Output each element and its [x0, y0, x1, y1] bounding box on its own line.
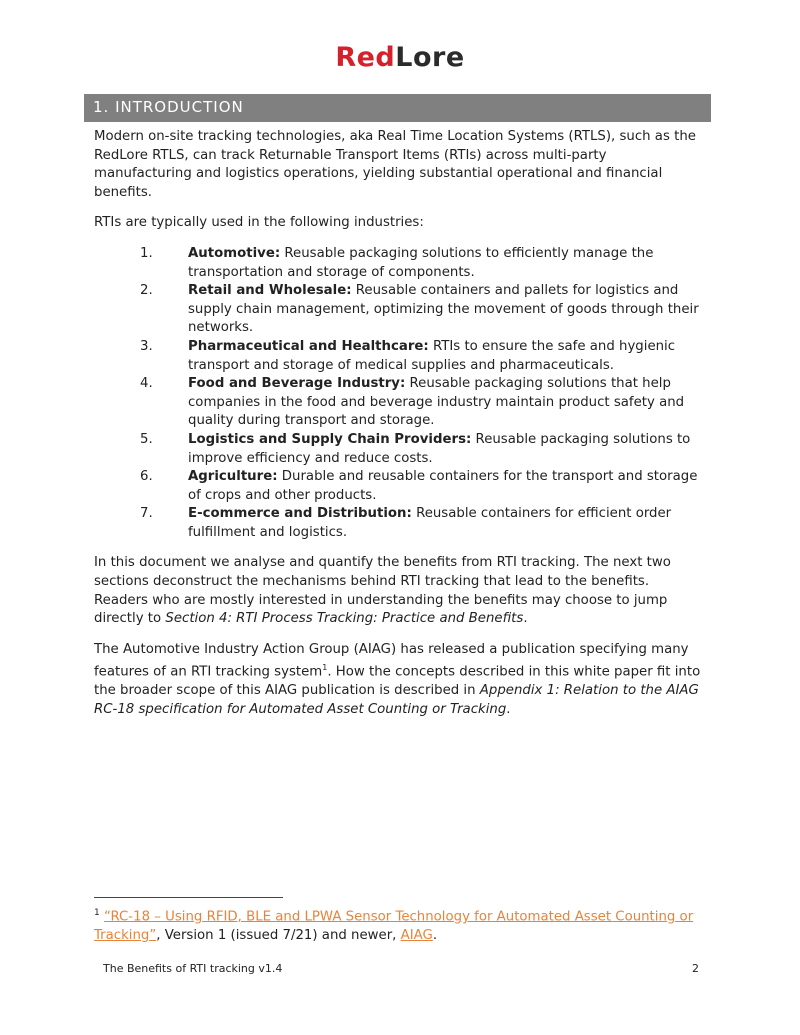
document-body: [94, 128, 704, 732]
industry-description: Reusable containers and pallets for logistics and supply chain management, optimizing the movement of goods through their networks.: [188, 283, 699, 336]
industry-item: [94, 431, 704, 468]
paragraph-aiag: The Automotive Industry Action Group (AIAG) has released a publication specifying many features of an RTI tracking system$^1$. How the concepts described in this white paper fit into the broader scope of this AIAG publication is described in Appendix 1: Relation to the AIAG RC-18 specification for Automated Asset Counting or Tracking.: [94, 641, 701, 718]
industry-title: Food and Beverage Industry:: [188, 376, 406, 392]
industry-title: Pharmaceutical and Healthcare:: [188, 338, 429, 354]
paragraph-rti-tracking: In this document we analyse and quantify the benefits from RTI tracking. The next two sections deconstruct the mechanisms behind RTI tracking that lead to the benefits. Readers who are mostly interested in understanding the benefits may choose to jump directly to Section 4: RTI Process Tracking: Practice and Benefits.: [94, 555, 671, 627]
industry-number: 2.: [140, 283, 153, 299]
industries-list: [94, 245, 704, 543]
industry-description: Reusable packaging solutions to improve efficiency and reduce costs.: [188, 431, 691, 466]
industry-title: E-commerce and Distribution:: [188, 506, 412, 522]
aiag-link[interactable]: AIAG: [400, 928, 433, 944]
footnote-reference[interactable]: 1: [322, 663, 328, 673]
appendix-1-reference: Appendix 1: Relation to the AIAG RC-18 specification for Automated Asset Counting or Tracking: [94, 683, 699, 718]
rc18-link[interactable]: “RC-18 – Using RFID, BLE and LPWA Sensor Technology for Automated Asset Counting or Tracking”: [94, 909, 694, 944]
footnote-separator: [94, 897, 283, 898]
industry-title: Agriculture:: [188, 469, 278, 485]
industry-number: 5.: [140, 431, 153, 447]
industry-item: [94, 338, 704, 375]
industry-description: Durable and reusable containers for the transport and storage of crops and other products.: [188, 469, 698, 503]
industry-number: 1.: [140, 245, 153, 261]
industry-title: Logistics and Supply Chain Providers:: [188, 431, 472, 447]
footnote-number: 1: [94, 908, 100, 918]
industry-description: Reusable containers for efficient order fulfillment and logistics.: [188, 506, 672, 540]
industry-item: [94, 245, 704, 282]
industry-item: [94, 468, 704, 505]
industry-title: Retail and Wholesale:: [188, 283, 352, 299]
industry-number: 3.: [140, 338, 153, 354]
intro-paragraph: Modern on-site tracking technologies, aka Real Time Location Systems (RTLS), such as the RedLore RTLS, can track Returnable Transport Items (RTIs) across multi-party manufacturing and logistics operations, yielding substantial operational and financial benefits.: [94, 129, 696, 200]
industry-item: [94, 505, 704, 542]
industry-item: [94, 282, 704, 338]
page-number: 2: [692, 962, 699, 975]
industry-number: 6.: [140, 469, 153, 485]
industry-description: Reusable packaging solutions that help companies in the food and beverage industry maintain product safety and quality during transport and storage.: [188, 376, 685, 429]
industry-number: 4.: [140, 376, 153, 392]
section-4-reference: Section 4: RTI Process Tracking: Practice and Benefits: [165, 611, 524, 627]
section-title: 1. INTRODUCTION: [93, 98, 244, 116]
industry-description: RTIs to ensure the safe and hygienic transport and storage of medical supplies and pharmaceuticals.: [188, 338, 676, 373]
industry-item: [94, 375, 704, 431]
industry-title: Automotive:: [188, 245, 281, 261]
industries-intro: RTIs are typically used in the following industries:: [94, 215, 424, 231]
footnote: $^1$ “RC-18 – Using RFID, BLE and LPWA Sensor Technology for Automated Asset Counting or Tracking”, Version 1 (issued 7/21) and newer, AIAG.: [94, 908, 694, 944]
footer-document-title: The Benefits of RTI tracking v1.4: [103, 962, 283, 975]
industry-description: Reusable packaging solutions to efficiently manage the transportation and storage of components.: [188, 245, 654, 280]
redlore-logo: RedLore: [335, 42, 465, 73]
section-heading-bar: [84, 94, 711, 122]
industry-number: 7.: [140, 506, 153, 522]
